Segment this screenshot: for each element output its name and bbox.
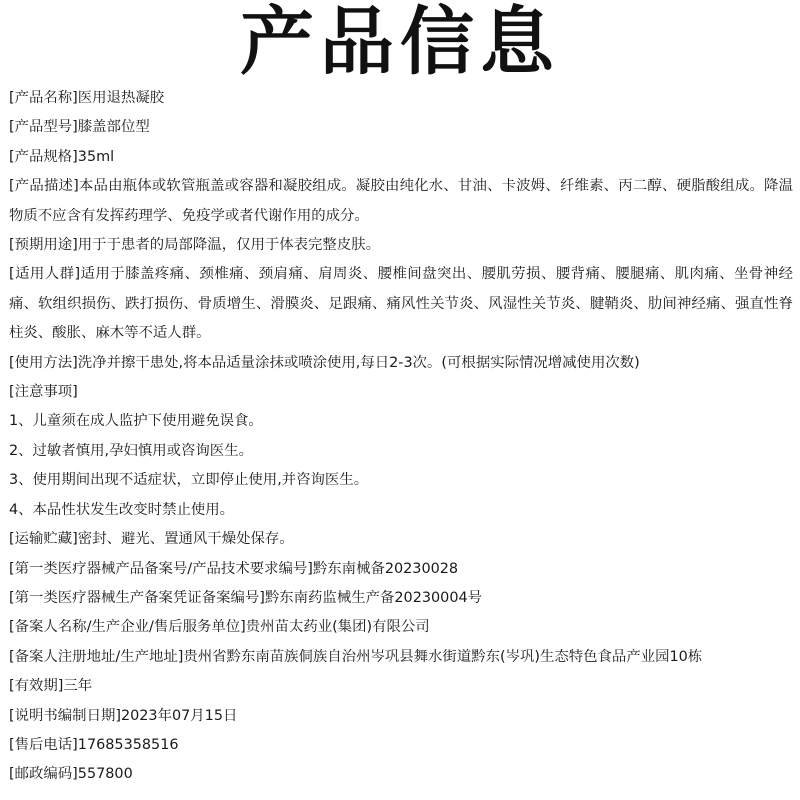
product-description: [产品描述]本品由瓶体或软管瓶盖或容器和凝胶组成。凝胶由纯化水、甘油、卡波姆、纤维素、丙二醇、硬脂酸组成。降温物质不应含有发挥药理学、免疫学或者代谢作用的成分。 [9,178,793,224]
target-population: [适用人群]适用于膝盖疼痛、颈椎痛、颈肩痛、肩周炎、腰椎间盘突出、腰肌劳损、腰背痛、腰腿痛、肌肉痛、坐骨神经痛、软组织损伤、跌打损伤、骨质增生、滑膜炎、足跟痛、痛风性关节炎、风湿性关节炎、腱鞘炎、肋间神经痛、强直性脊柱炎、酸胀、麻木等不适人群。 [9,266,793,342]
page-title: 产品信息 [240,0,560,85]
postal-code: [邮政编码]557800 [9,766,133,783]
product-name: [产品名称]医用退热凝胶 [9,90,165,106]
registered-address: [备案人注册地址/生产地址]贵州省黔东南苗族侗族自治州岑巩县舞水街道黔东(岑巩)生态特色食品产业园10栋 [9,648,703,665]
intended-use: [预期用途]用于于患者的局部降温，仅用于体表完整皮肤。 [9,237,380,254]
production-filing-number: [第一类医疗器械生产备案凭证备案编号]黔东南药监械生产备20230004号 [9,589,483,606]
precaution-item: 3、使用期间出现不适症状，立即停止使用,并咨询医生。 [9,472,369,489]
validity-period: [有效期]三年 [9,678,93,695]
precaution-item: 1、儿童须在成人监护下使用避免误食。 [9,413,263,430]
precaution-item: 4、本品性状发生改变时禁止使用。 [9,501,235,518]
precautions-heading: [注意事项] [9,384,78,401]
usage-method: [使用方法]洗净并擦干患处,将本品适量涂抹或喷涂使用,每日2-3次。(可根据实际情况增减使用次数) [9,354,640,371]
storage-info: [运输贮藏]密封、避光、置通风干燥处保存。 [9,531,294,548]
manual-date: [说明书编制日期]2023年07月15日 [9,707,238,724]
product-filing-number: [第一类医疗器械产品备案号/产品技术要求编号]黔东南械备20230028 [9,560,459,577]
service-phone: [售后电话]17685358516 [9,736,179,753]
precaution-item: 2、过敏者慎用,孕妇慎用或咨询医生。 [9,442,253,459]
product-spec: [产品规格]35ml [9,148,115,165]
product-model: [产品型号]膝盖部位型 [9,119,150,136]
filing-company: [备案人名称/生产企业/售后服务单位]贵州苗太药业(集团)有限公司 [9,619,430,636]
product-info-body [9,84,793,790]
